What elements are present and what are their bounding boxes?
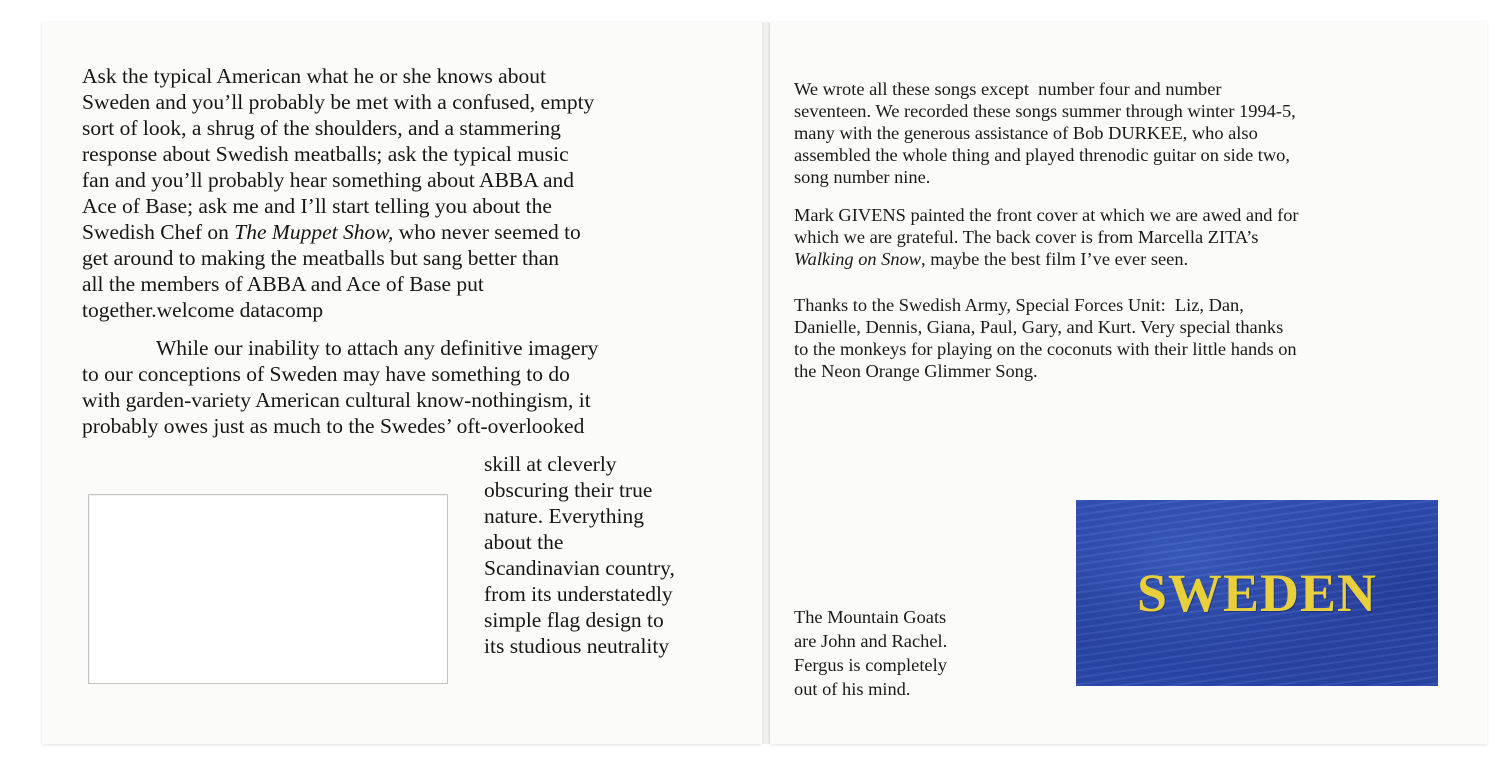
essay-line: fan and you’ll probably hear something about ABBA and xyxy=(82,168,575,192)
page-gutter xyxy=(762,22,770,744)
essay-line: Ask the typical American what he or she knows about xyxy=(82,64,546,88)
notes-line: many with the generous assistance of Bob DURKEE, who also xyxy=(794,123,1258,143)
notes-line: assembled the whole thing and played threnodic guitar on side two, xyxy=(794,145,1290,165)
essay-narrow-line: obscuring their true xyxy=(484,478,653,502)
essay-line: to our conceptions of Sweden may have something to do xyxy=(82,362,570,386)
notes-line: We wrote all these songs except number four and number xyxy=(794,79,1222,99)
sweden-logo-text: SWEDEN xyxy=(1136,563,1378,623)
essay-line-chef xyxy=(82,220,581,246)
essay-line: all the members of ABBA and Ace of Base put xyxy=(82,272,484,296)
chef-before: Swedish Chef on xyxy=(82,220,235,244)
essay-narrow-line: simple flag design to xyxy=(484,608,664,632)
essay-line: probably owes just as much to the Swedes’ oft-overlooked xyxy=(82,414,585,438)
essay-line: Ace of Base; ask me and I’ll start telling you about the xyxy=(82,194,552,218)
credits-line: Fergus is completely xyxy=(794,655,947,675)
thanks-line: Thanks to the Swedish Army, Special Forces Unit: Liz, Dan, xyxy=(794,295,1244,315)
credits-line: are John and Rachel. xyxy=(794,631,948,651)
essay-narrow-line: from its understatedly xyxy=(484,582,673,606)
essay-narrow-line: Scandinavian country, xyxy=(484,556,675,580)
notes-line: song number nine. xyxy=(794,167,931,187)
essay-line: get around to making the meatballs but sang better than xyxy=(82,246,560,270)
essay-line: While our inability to attach any definitive imagery xyxy=(156,336,599,360)
cover-line: which we are grateful. The back cover is from Marcella ZITA’s xyxy=(794,227,1259,247)
credits-line: The Mountain Goats xyxy=(794,607,947,627)
cover-line-film xyxy=(794,248,1188,270)
film-after: , maybe the best film I’ve ever seen. xyxy=(921,249,1189,269)
essay-line: with garden-variety American cultural know-nothingism, it xyxy=(82,388,591,412)
film-title: Walking on Snow xyxy=(794,249,922,269)
essay-narrow-line: skill at cleverly xyxy=(484,452,617,476)
essay-line: Sweden and you’ll probably be met with a confused, empty xyxy=(82,90,595,114)
essay-narrow-line: nature. Everything xyxy=(484,504,645,528)
essay-narrow-line: its studious neutrality xyxy=(484,634,670,658)
essay-line: response about Swedish meatballs; ask the typical music xyxy=(82,142,569,166)
thanks-line: the Neon Orange Glimmer Song. xyxy=(794,361,1038,381)
thanks-line: to the monkeys for playing on the coconuts with their little hands on xyxy=(794,339,1297,359)
muppet-show-title: The Muppet Show, xyxy=(234,220,394,244)
essay-line: sort of look, a shrug of the shoulders, and a stammering xyxy=(82,116,561,140)
essay-narrow-line: about the xyxy=(484,530,564,554)
cover-line: Mark GIVENS painted the front cover at which we are awed and for xyxy=(794,205,1299,225)
essay-line: together.welcome datacomp xyxy=(82,298,324,322)
blank-image-placeholder xyxy=(88,494,448,684)
notes-line: seventeen. We recorded these songs summer through winter 1994-5, xyxy=(794,101,1296,121)
thanks-line: Danielle, Dennis, Giana, Paul, Gary, and Kurt. Very special thanks xyxy=(794,317,1284,337)
sweden-logo-panel xyxy=(1076,500,1438,686)
chef-after: who never seemed to xyxy=(393,220,581,244)
credits-line: out of his mind. xyxy=(794,679,911,699)
